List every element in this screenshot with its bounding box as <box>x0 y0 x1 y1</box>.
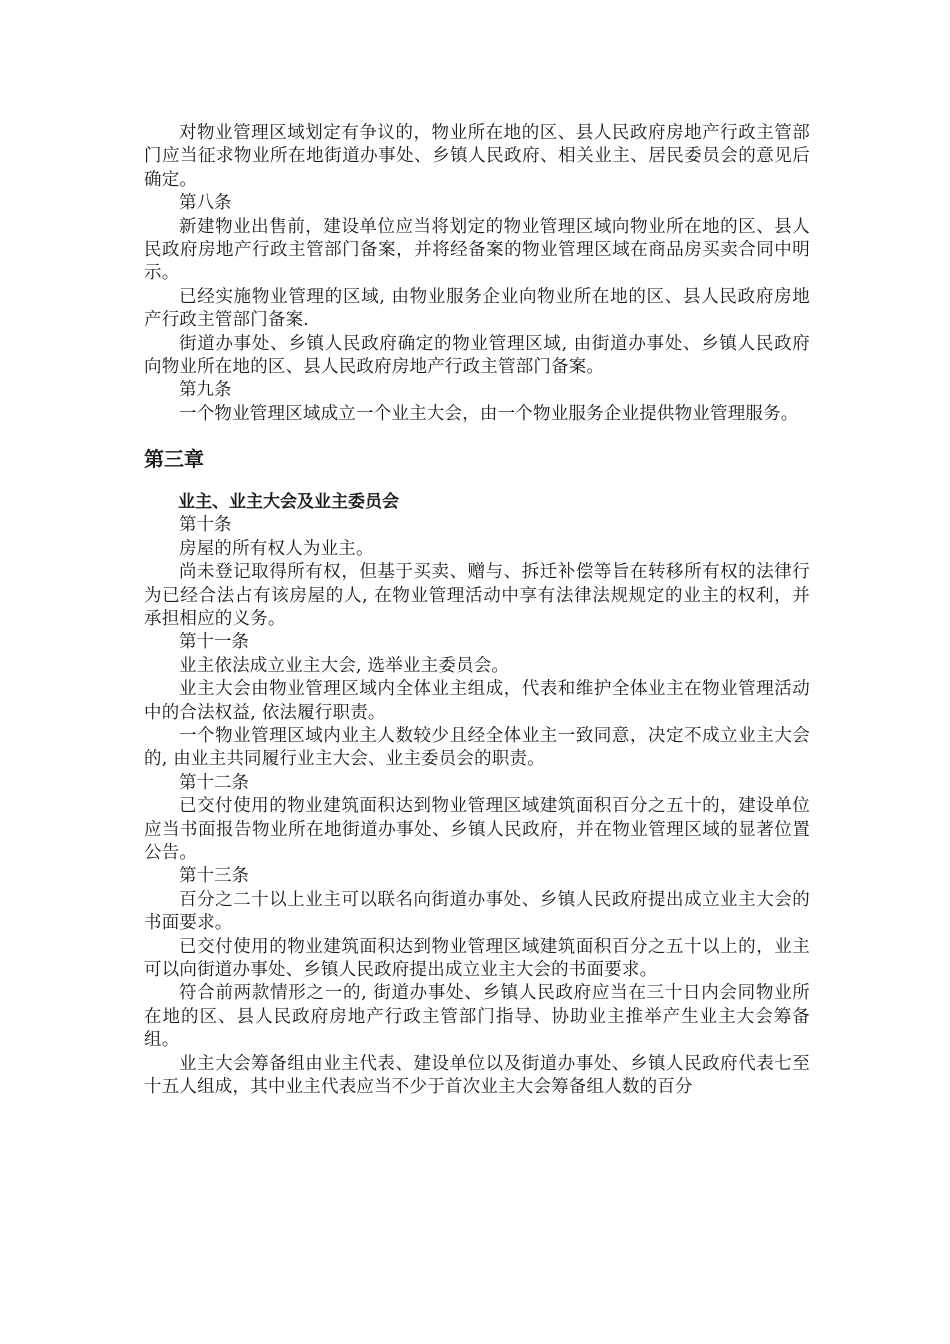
paragraph: 尚未登记取得所有权，但基于买卖、赠与、拆迁补偿等旨在转移所有权的法律行为已经合法占有该房屋的人, 在物业管理活动中享有法律法规规定的业主的权利，并承担相应的义务。 <box>144 562 810 629</box>
article-heading: 第十一条 <box>179 632 249 653</box>
document-page <box>144 122 810 1099</box>
article-heading: 第九条 <box>179 380 232 401</box>
paragraph: 已经实施物业管理的区域, 由物业服务企业向物业所在地的区、县人民政府房地产行政主管部门备案. <box>144 286 810 331</box>
paragraph: 一个物业管理区域内业主人数较少且经全体业主一致同意，决定不成立业主大会的, 由业主共同履行业主大会、业主委员会的职责。 <box>144 725 810 770</box>
paragraph: 新建物业出售前，建设单位应当将划定的物业管理区域向物业所在地的区、县人民政府房地产行政主管部门备案，并将经备案的物业管理区域在商品房买卖合同中明示。 <box>144 216 810 284</box>
article-heading: 第八条 <box>179 193 232 214</box>
article-heading: 第十条 <box>179 515 232 536</box>
paragraph: 房屋的所有权人为业主。 <box>179 538 374 559</box>
paragraph: 已交付使用的物业建筑面积达到物业管理区域建筑面积百分之五十的，建设单位应当书面报告物业所在地街道办事处、乡镇人民政府，并在物业管理区域的显著位置公告。 <box>144 796 810 863</box>
paragraph: 街道办事处、乡镇人民政府确定的物业管理区域, 由街道办事处、乡镇人民政府向物业所在地的区、县人民政府房地产行政主管部门备案。 <box>144 333 810 378</box>
article-heading: 第十二条 <box>179 772 249 793</box>
paragraph: 业主依法成立业主大会, 选举业主委员会。 <box>179 655 510 676</box>
chapter-subtitle: 业主、业主大会及业主委员会 <box>178 492 399 513</box>
paragraph: 业主大会筹备组由业主代表、建设单位以及街道办事处、乡镇人民政府代表七至十五人组成，其中业主代表应当不少于首次业主大会筹备组人数的百分 <box>144 1053 810 1098</box>
paragraph: 符合前两款情形之一的, 街道办事处、乡镇人民政府应当在三十日内会同物业所在地的区、县人民政府房地产行政主管部门指导、协助业主推举产生业主大会筹备组。 <box>144 983 810 1051</box>
article-heading: 第十三条 <box>179 866 249 887</box>
chapter-title: 第三章 <box>144 447 204 472</box>
paragraph: 业主大会由物业管理区域内全体业主组成，代表和维护全体业主在物业管理活动中的合法权益, 依法履行职责。 <box>144 679 810 723</box>
paragraph: 已交付使用的物业建筑面积达到物业管理区域建筑面积百分之五十以上的，业主可以向街道办事处、乡镇人民政府提出成立业主大会的书面要求。 <box>144 936 810 980</box>
paragraph: 一个物业管理区域成立一个业主大会，由一个物业服务企业提供物业管理服务。 <box>179 403 799 424</box>
paragraph: 对物业管理区域划定有争议的，物业所在地的区、县人民政府房地产行政主管部门应当征求物业所在地街道办事处、乡镇人民政府、相关业主、居民委员会的意见后确定。 <box>144 123 810 190</box>
paragraph: 百分之二十以上业主可以联名向街道办事处、乡镇人民政府提出成立业主大会的书面要求。 <box>144 889 810 934</box>
